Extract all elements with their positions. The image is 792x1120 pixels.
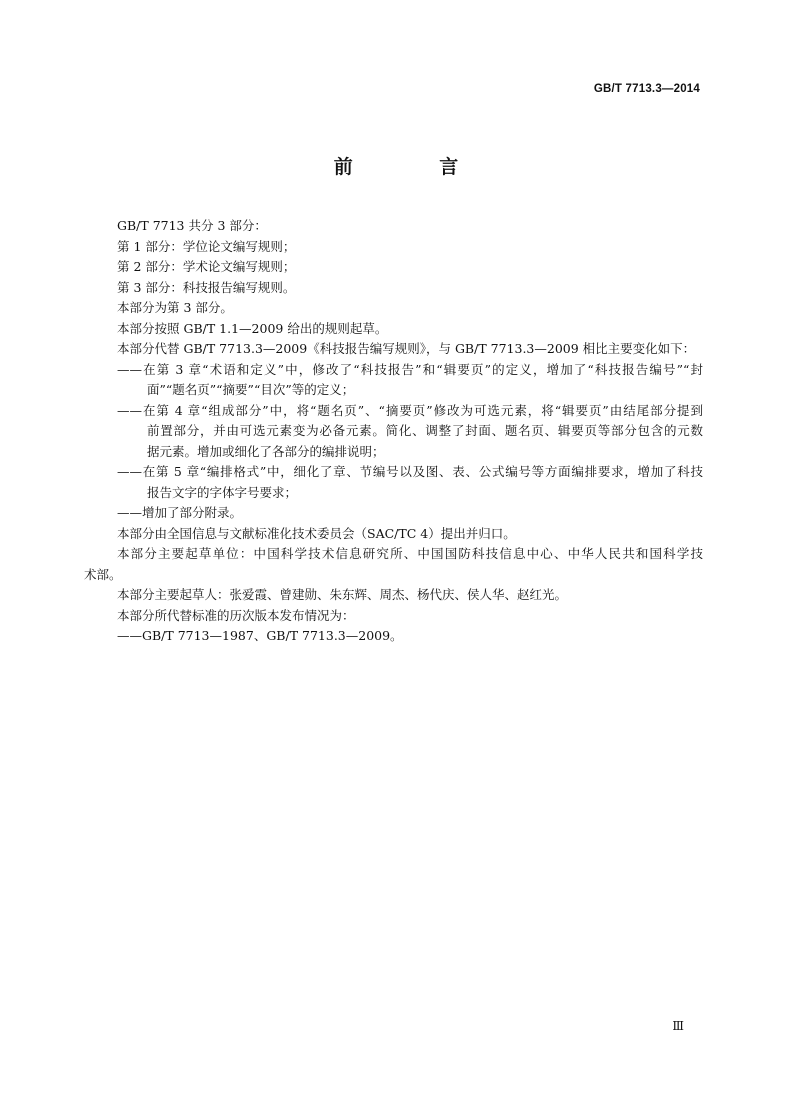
list-item-line: ——GB/T 7713—1987、GB/T 7713.3—2009。 [117, 628, 403, 643]
foreword-body [84, 216, 703, 647]
text-line-continuation: 术部。 [84, 566, 122, 582]
list-item-continuation: 前置部分，并由可选元素变为必备元素。简化、调整了封面、题名页、辑要页等部分包含的元数 [147, 423, 703, 438]
page-number: Ⅲ [672, 1019, 684, 1033]
text-line: 本部分主要起草单位：中国科学技术信息研究所、中国国防科技信息中心、中华人民共和国科学技 [117, 546, 703, 561]
list-item-continuation: 报告文字的字体字号要求； [147, 484, 298, 500]
text-line: GB/T 7713 共分 3 部分： [117, 218, 267, 233]
text-line: 本部分所代替标准的历次版本发布情况为： [117, 607, 355, 623]
list-item-line: ——在第 4 章“组成部分”中，将“题名页”、“摘要页”修改为可选元素，将“辑要页”由结尾部分提到 [117, 402, 703, 418]
text-line: 第 1 部分：学位论文编写规则； [117, 238, 296, 254]
list-item-continuation: 面”“题名页”“摘要”“目次”等的定义； [147, 382, 355, 397]
text-line: 本部分为第 3 部分。 [117, 300, 233, 315]
text-line: 本部分代替 GB/T 7713.3—2009《科技报告编写规则》，与 GB/T 7713.3—2009 相比主要变化如下： [117, 341, 696, 356]
standard-code: GB/T 7713.3—2014 [593, 83, 700, 95]
list-item-continuation: 据元素。增加或细化了各部分的编排说明； [147, 443, 385, 459]
text-line: 本部分由全国信息与文献标准化技术委员会（SAC/TC 4）提出并归口。 [117, 525, 516, 541]
text-line: 本部分主要起草人：张爱霞、曾建勋、朱东辉、周杰、杨代庆、侯人华、赵红光。 [117, 587, 568, 602]
page-title: 前 言 [333, 156, 499, 178]
text-line: 第 2 部分：学术论文编写规则； [117, 259, 296, 274]
list-item-line: ——增加了部分附录。 [117, 505, 243, 520]
list-item-line: ——在第 3 章“术语和定义”中，修改了“科技报告”和“辑要页”的定义，增加了“科技报告编号”“封 [117, 361, 703, 377]
text-line: 本部分按照 GB/T 1.1—2009 给出的规则起草。 [117, 320, 388, 336]
text-line: 第 3 部分：科技报告编写规则。 [117, 279, 296, 295]
list-item-line: ——在第 5 章“编排格式”中，细化了章、节编号以及图、表、公式编号等方面编排要求，增加了科技 [117, 464, 703, 479]
